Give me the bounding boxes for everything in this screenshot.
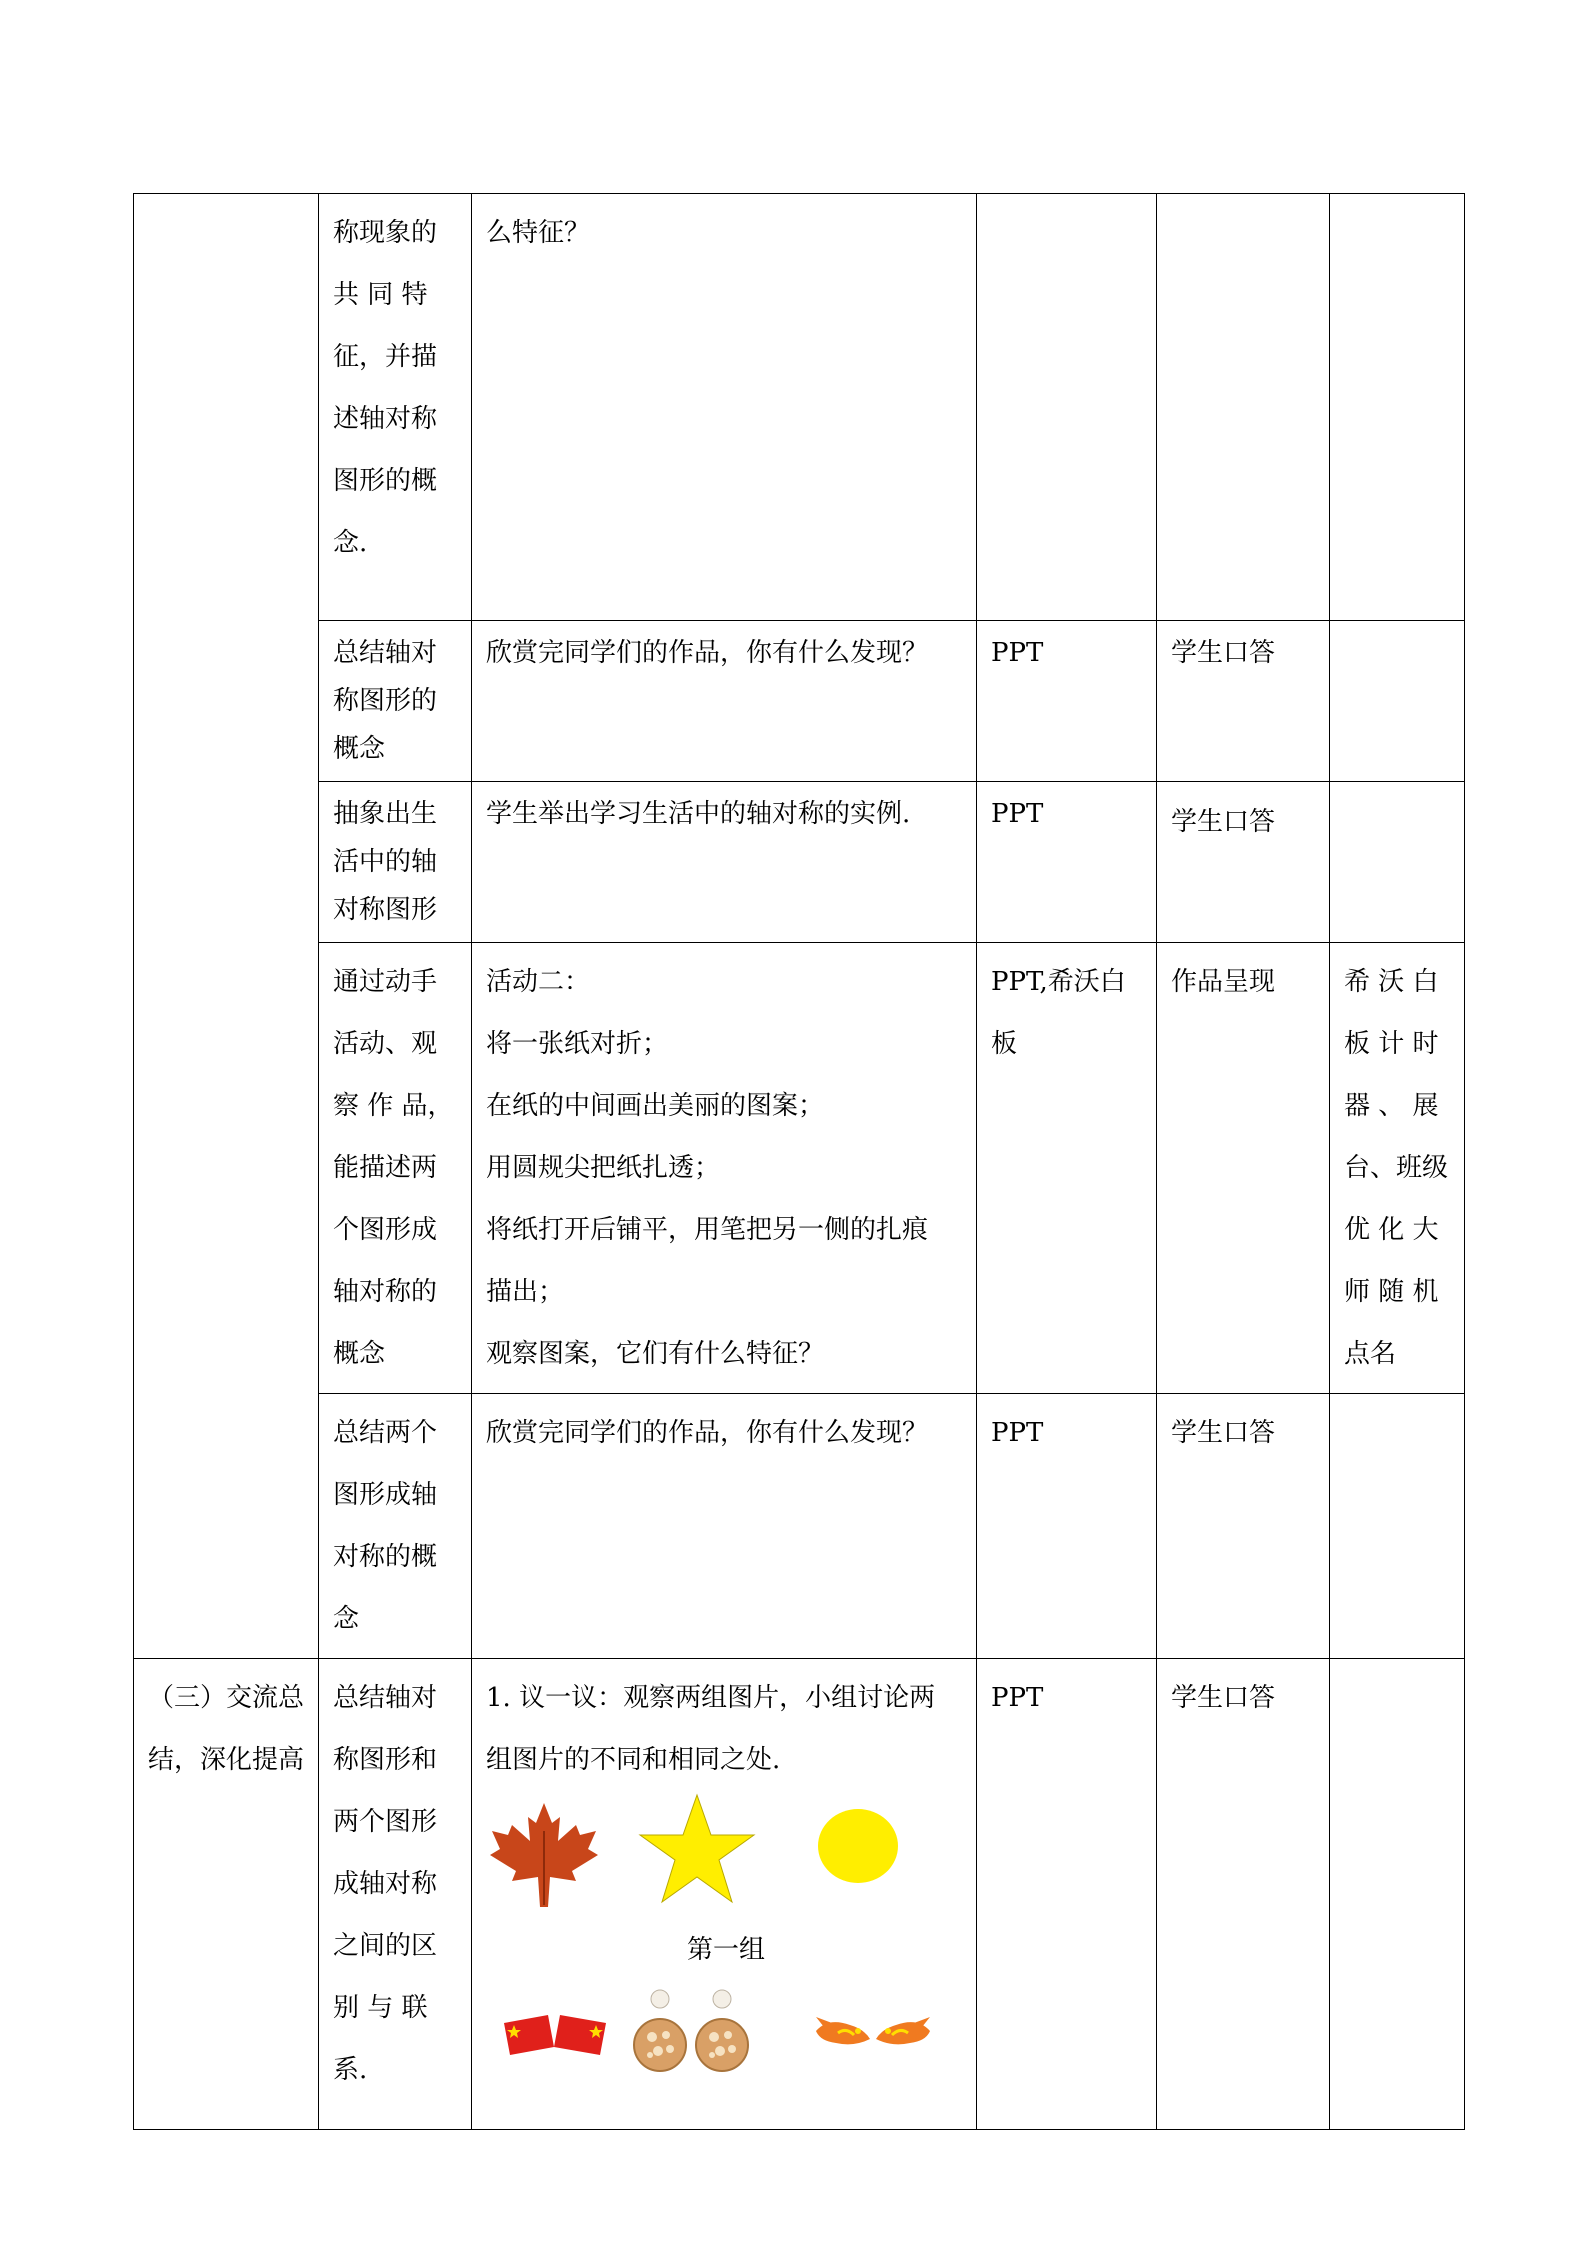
media-cell: PPT,希沃白 板: [977, 943, 1157, 1394]
media-cell: [977, 194, 1157, 621]
circle-icon: [816, 1807, 900, 1885]
tech-cell: [1330, 621, 1465, 782]
maple-leaf-icon: [488, 1801, 600, 1909]
goal-cell: 总结轴对 称图形的 概念: [319, 621, 472, 782]
feedback-cell: [1157, 194, 1330, 621]
media-cell: PPT: [977, 1659, 1157, 2130]
table-row: [134, 194, 1465, 621]
media-cell: PPT: [977, 782, 1157, 943]
table-row: [134, 621, 1465, 782]
goal-cell: 称现象的 共 同 特 征，并描 述轴对称 图形的概 念.: [319, 194, 472, 621]
table-row: [134, 1659, 1465, 2130]
goal-cell: 通过动手 活动、观 察 作 品， 能描述两 个图形成 轴对称的 概念: [319, 943, 472, 1394]
activity-cell: 欣赏完同学们的作品，你有什么发现？: [472, 1394, 977, 1659]
goal-cell: 抽象出生 活中的轴 对称图形: [319, 782, 472, 943]
tech-cell: [1330, 1394, 1465, 1659]
birds-icon: [810, 2013, 936, 2057]
table-row: [134, 1394, 1465, 1659]
tech-cell: [1330, 194, 1465, 621]
activity-cell: 欣赏完同学们的作品，你有什么发现？: [472, 621, 977, 782]
picture-groups: [486, 1791, 966, 2121]
table-row: [134, 943, 1465, 1394]
activity-cell: 学生举出学习生活中的轴对称的实例.: [472, 782, 977, 943]
media-cell: PPT: [977, 621, 1157, 782]
activity-cell: 么特征？: [472, 194, 977, 621]
stage-cell: [134, 194, 319, 1659]
activity-cell: 活动二： 将一张纸对折； 在纸的中间画出美丽的图案； 用圆规尖把纸扎透； 将纸打开后铺平，用笔把另一侧的扎痕 描出； 观察图案，它们有什么特征？: [472, 943, 977, 1394]
group-one-label: 第一组: [686, 1935, 765, 1965]
feedback-cell: 学生口答: [1157, 1394, 1330, 1659]
star-icon: [638, 1793, 756, 1905]
table-row: [134, 782, 1465, 943]
feedback-cell: 学生口答: [1157, 1659, 1330, 2130]
feedback-cell: 作品呈现: [1157, 943, 1330, 1394]
stage-cell: （三）交流总 结，深化提高: [134, 1659, 319, 2130]
feedback-cell: 学生口答: [1157, 782, 1330, 943]
goal-cell: 总结两个 图形成轴 对称的概 念: [319, 1394, 472, 1659]
tech-cell: 希 沃 白 板 计 时 器 、 展 台、班级 优 化 大 师 随 机 点名: [1330, 943, 1465, 1394]
media-cell: PPT: [977, 1394, 1157, 1659]
lesson-plan-table: [133, 193, 1465, 2130]
activity-cell: 1. 议一议：观察两组图片，小组讨论两 组图片的不同和相同之处. 第一组: [472, 1659, 977, 2130]
flags-icon: [502, 2013, 608, 2059]
earrings-icon: [632, 1987, 750, 2081]
feedback-cell: 学生口答: [1157, 621, 1330, 782]
tech-cell: [1330, 782, 1465, 943]
tech-cell: [1330, 1659, 1465, 2130]
goal-cell: 总结轴对 称图形和 两个图形 成轴对称 之间的区 别 与 联 系.: [319, 1659, 472, 2130]
